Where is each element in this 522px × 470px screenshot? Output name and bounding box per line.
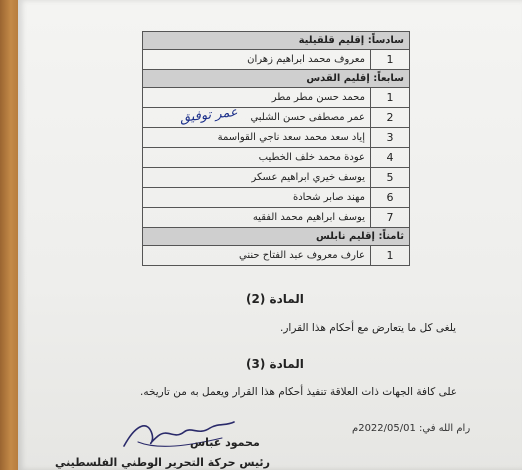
section-title: سادساً: إقليم قلقيلية [143,32,410,50]
article-2-text: يلغى كل ما يتعارض مع أحكام هذا القرار. [280,322,457,334]
table-row [143,148,410,168]
section-header-jerusalem [143,70,410,88]
member-name: محمد حسن مطر مطر [143,88,371,108]
table-row [143,168,410,188]
table-row [143,188,410,208]
member-name: عارف معروف عبد الفتاح حنني [143,246,371,266]
member-name: عودة محمد خلف الخطيب [143,148,371,168]
row-number: 4 [371,148,410,168]
member-name: يوسف ابراهيم محمد الفقيه [143,208,371,228]
row-number: 7 [371,208,410,228]
row-number: 1 [371,50,410,70]
article-3-heading: المادة (3) [246,357,304,371]
table-row [143,50,410,70]
row-number: 1 [371,88,410,108]
table-row [143,208,410,228]
table-row [143,246,410,266]
section-header-nablus [143,228,410,246]
row-number: 6 [371,188,410,208]
date-line: رام الله في: 2022/05/01م [352,423,471,434]
row-number: 3 [371,128,410,148]
handwritten-annotation: عمر توفيق [179,104,239,126]
member-name: إياد سعد محمد سعد ناجي القواسمة [143,128,371,148]
article-2-heading: المادة (2) [246,292,304,306]
member-name: مهند صابر شحادة [143,188,371,208]
section-title: ثامناً: إقليم نابلس [143,228,410,246]
section-header-qalqilya [143,32,410,50]
row-number: 1 [371,246,410,266]
signatory-title: رئيس حركة التحرير الوطني الفلسطيني [55,456,270,469]
member-name: يوسف خيري ابراهيم عسكر [143,168,371,188]
article-3-text: على كافة الجهات ذات العلاقة تنفيذ أحكام هذا القرار ويعمل به من تاريخه. [140,386,458,398]
members-table [142,31,410,266]
row-number: 5 [371,168,410,188]
member-name: معروف محمد ابراهيم زهران [143,50,371,70]
member-name: عمر مصطفى حسن الشلبي [143,108,371,128]
section-title: سابعاً: إقليم القدس [143,70,410,88]
row-number: 2 [371,108,410,128]
table-row [143,88,410,108]
signatory-name: محمود عباس [190,436,260,449]
desk-surface [0,0,18,470]
